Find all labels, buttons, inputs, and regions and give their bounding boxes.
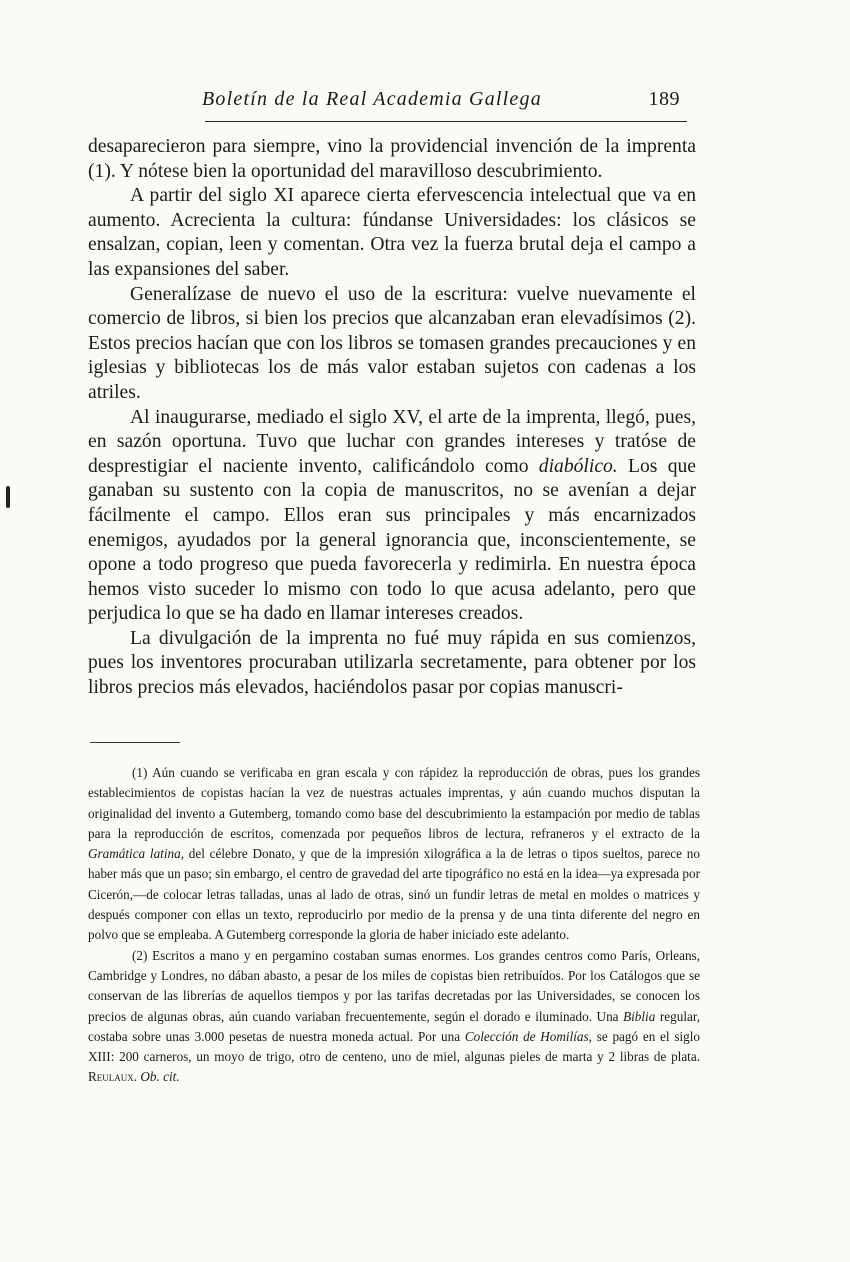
footnote-1-text-b: , del célebre Donato, y que de la impresión xilográfica a la de letras o tipos sueltos, parece no haber más que un paso; sin embargo, el centro de gravedad del arte tipográfico no está en la idea—ya expresada por Cicerón,—de colocar letras talladas, unas al lado de otras, sinó un fundir letras de metal en moldes o matrices y después componer con ellas un texto, reproducirlo por medio de la prensa y de una tinta diferente del negro en polvo que se empleaba. A Gutemberg corresponde la gloria de haber iniciado este adelanto. (88, 846, 700, 943)
footnote-2-text-a: (2) Escritos a mano y en pergamino costaban sumas enormes. Los grandes centros como París, Orleans, Cambridge y Londres, no dában abasto, a pesar de los miles de copistas bien retribuídos. Por los Catálogos que se conservan de las librerías de aquellos tiempos y por las tarifas decretadas por las Universidades, se conocen los precios de algunas obras, aún cuando variaban frecuentemente, según el dorado e iluminado. Una (88, 947, 700, 1024)
paragraph-4-emphasis: diabólico. (538, 455, 618, 477)
paragraph-4-text-a: Al inaugurarse, mediado el siglo XV, el arte de la imprenta, llegó, pues, en sazón oportuna. Tuvo que luchar con grandes intereses y tratóse de desprestigiar el naciente invento, calificándolo como (88, 406, 696, 477)
margin-mark (6, 486, 10, 508)
footnote-2 (88, 946, 700, 1088)
footnotes (88, 763, 700, 1088)
paragraph-4-text-b: Los que ganaban su sustento con la copia de manuscritos, no se avenían a dejar fácilmente el campo. Ellos eran sus principales y más encarnizados enemigos, ayudados por la general ignorancia que, inconscientemente, se opone a todo progreso que pueda favorecerla y redimirla. En nuestra época hemos visto suceder lo mismo con todo lo que acusa adelanto, pero que perjudica lo que se ha dado en llamar intereses creados. (88, 455, 696, 625)
page-number: 189 (648, 88, 680, 110)
footnote-rule (90, 742, 180, 743)
paragraph-5: La divulgación de la imprenta no fué muy rápida en sus comienzos, pues los inventores procuraban utilizarla secretamente, para obtener por los libros precios más elevados, haciéndolos pasar por copias manuscri- (88, 627, 696, 699)
paragraph-3: Generalízase de nuevo el uso de la escritura: vuelve nuevamente el comercio de libros, si bien los precios que alcanzaban eran elevadísimos (2). Estos precios hacían que con los libros se tomasen grandes precauciones y en iglesias y bibliotecas los de más valor estaban sujetos con cadenas a los atriles. (88, 283, 696, 403)
paragraph-4 (88, 406, 696, 627)
paragraph-2: A partir del siglo XI aparece cierta efervescencia intelectual que va en aumento. Acrecienta la cultura: fúndanse Universidades: los clásicos se ensalzan, copian, leen y comentan. Otra vez la fuerza brutal deja el campo a las expansiones del saber. (88, 185, 696, 280)
running-head: Boletín de la Real Academia Gallega (202, 88, 542, 110)
footnote-2-citation: Ob. cit. (140, 1069, 180, 1085)
footnote-1-emphasis: Gramática latina (88, 846, 181, 862)
footnote-2-text-b: regular, costaba sobre unas 3.000 pesetas de nuestra moneda actual. Por una (88, 1008, 700, 1044)
paragraph-1: desaparecieron para siempre, vino la providencial invención de la imprenta (1). Y nótese bien la oportunidad del maravilloso descubrimiento. (88, 136, 696, 182)
footnote-2-emphasis-2: Colección de Homilías, (464, 1028, 592, 1044)
footnote-2-author: Reulaux. (88, 1069, 138, 1085)
footnote-2-text-c: se pagó en el siglo XIII: 200 carneros, un moyo de trigo, otro de centeno, uno de miel, algunas pieles de marta y 2 libras de plata. (88, 1028, 700, 1065)
footnote-2-emphasis-1: Biblia (623, 1008, 656, 1024)
body-text (88, 135, 696, 701)
header-rule (205, 121, 687, 122)
page-header (180, 88, 680, 116)
footnote-1 (88, 763, 700, 946)
footnote-1-text-a: (1) Aún cuando se verificaba en gran escala y con rápidez la reproducción de obras, pues los grandes establecimientos de copistas hacían la vez de nuestras actuales imprentas, y aún cuando muchos disputan la originalidad del invento a Gutemberg, tomando como base del descubrimiento la estampación por medio de tablas para la reproducción de escritos, comenzada por pequeños libros de lectura, refraneros y el extracto de la (88, 765, 700, 841)
